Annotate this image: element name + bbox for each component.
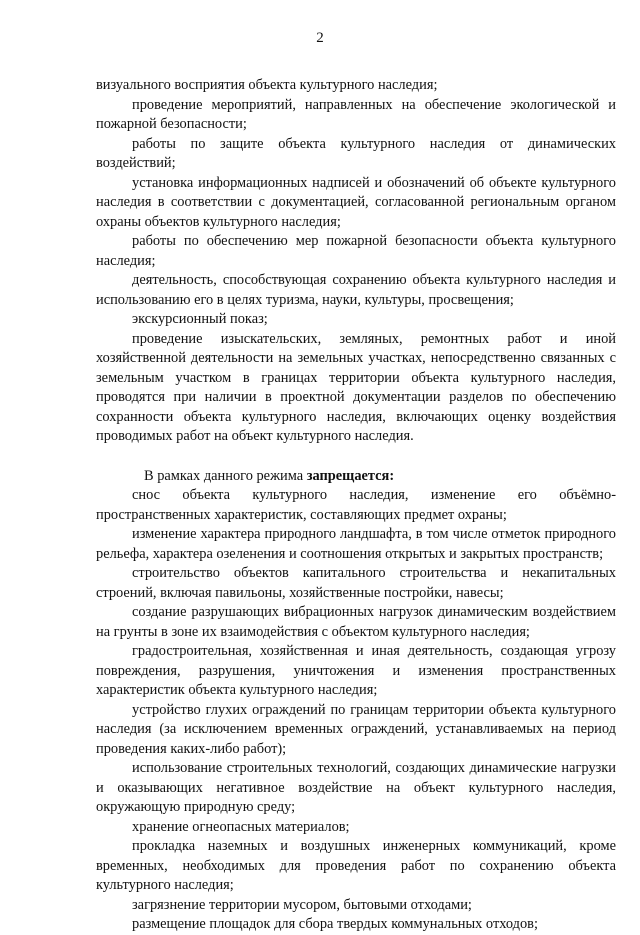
prohibited-keyword: запрещается: (306, 467, 395, 484)
page-number: 2 (316, 30, 324, 46)
paragraph: устройство глухих ограждений по границам территории объекта культурного наследия (за исключением временных ограждений, устанавливаемых на период проведения каких-либо работ); (96, 701, 616, 757)
paragraph: загрязнение территории мусором, бытовыми отходами; (132, 896, 472, 913)
paragraph: размещение площадок для сбора твердых коммунальных отходов; (132, 916, 538, 932)
paragraph: изменение характера природного ландшафта, в том числе отметок природного рельефа, характера озеленения и соотношения открытых и закрытых пространств; (96, 526, 616, 562)
prohibited-heading (96, 467, 616, 487)
paragraph: градостроительная, хозяйственная и иная деятельность, создающая угрозу повреждения, разрушения, уничтожения и изменения пространственных характеристик объекта культурного наследия; (96, 643, 616, 698)
paragraph-gap (96, 447, 616, 467)
paragraph: проведение мероприятий, направленных на обеспечение экологической и пожарной безопасности; (96, 96, 616, 132)
paragraph: работы по защите объекта культурного наследия от динамических воздействий; (96, 135, 616, 171)
paragraph: деятельность, способствующая сохранению объекта культурного наследия и использованию его в целях туризма, науки, культуры, просвещения; (96, 272, 616, 308)
paragraph: создание разрушающих вибрационных нагрузок динамическим воздействием на грунты в зоне их взаимодействия с объектом культурного наследия; (96, 604, 616, 640)
paragraph: экскурсионный показ; (132, 311, 268, 327)
paragraph: строительство объектов капитального строительства и некапитальных строений, включая павильоны, хозяйственные постройки, навесы; (96, 565, 616, 601)
paragraph: снос объекта культурного наследия, изменение его объёмно-пространственных характеристик, составляющих предмет охраны; (96, 487, 616, 523)
paragraph: хранение огнеопасных материалов; (132, 818, 350, 835)
document-body (96, 76, 616, 935)
prohibited-intro: В рамках данного режима (144, 467, 307, 484)
paragraph: использование строительных технологий, создающих динамические нагрузки и оказывающих негативное воздействие на объект культурного наследия, окружающую природную среду; (96, 760, 616, 815)
paragraph: визуального восприятия объекта культурного наследия; (96, 77, 438, 93)
paragraph: установка информационных надписей и обозначений об объекте культурного наследия в соответствии с документацией, согласованной региональным органом охраны объектов культурного наследия; (96, 174, 616, 230)
paragraph: проведение изыскательских, земляных, ремонтных работ и иной хозяйственной деятельности на земельных участках, непосредственно связанных с земельным участком в границах территории объекта культурного наследия, проводятся при наличии в проектной документации разделов по обеспечению сохранности объекта культурного наследия, включающих оценку воздействия проводимых работ на объект культурного наследия. (96, 330, 616, 444)
paragraph: работы по обеспечению мер пожарной безопасности объекта культурного наследия; (96, 233, 616, 269)
paragraph: прокладка наземных и воздушных инженерных коммуникаций, кроме временных, необходимых для проведения работ по сохранению объекта культурного наследия; (96, 838, 616, 893)
